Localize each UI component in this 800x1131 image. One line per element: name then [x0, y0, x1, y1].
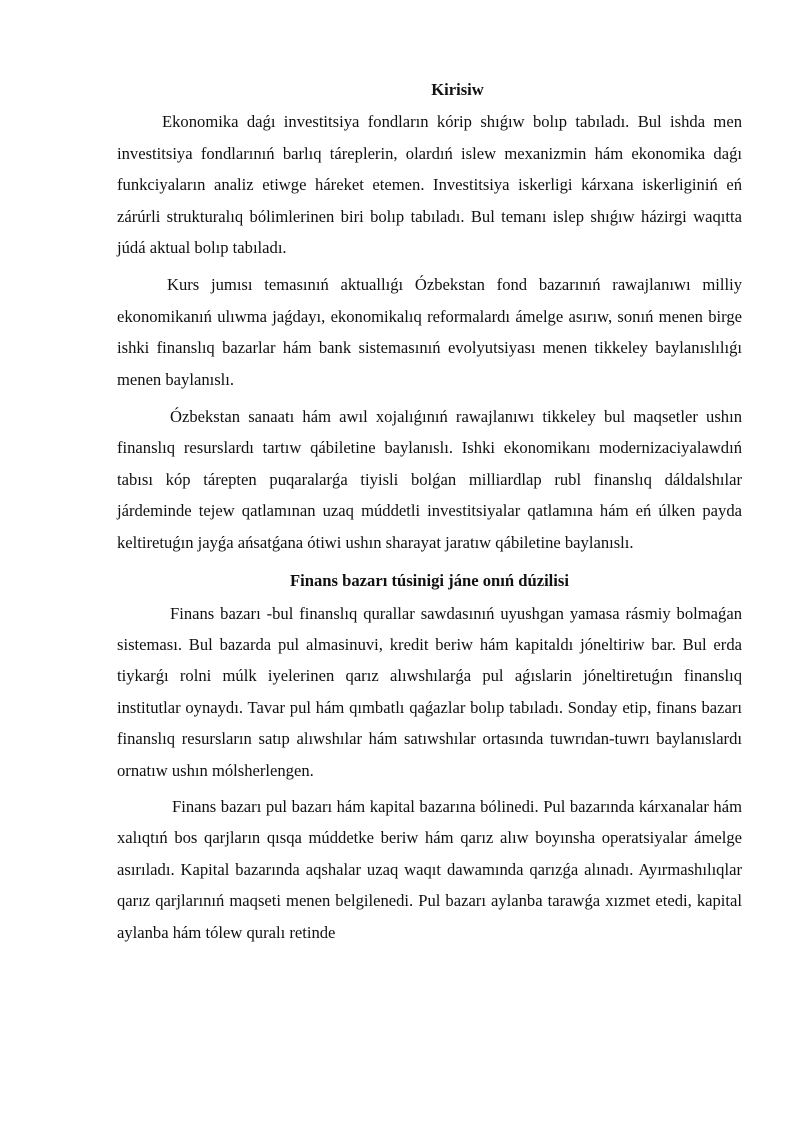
section-heading-kirisiw: Kirisiw: [431, 80, 484, 99]
paragraph: Finans bazarı -bul finanslıq qurallar sawdasınıń uyushgan yamasa rásmiy bolmaǵan sisteması. Bul bazarda pul almasinuvi, kredit beriw hám kapitaldı jóneltiriw bar. Bul erda tiykarǵı rolni múlk iyelerinen qarız alıwshılarǵa pul aǵıslarin jóneltiretuǵın finanslıq institutlar oynaydı. Tavar pul hám qımbatlı qaǵazlar bolıp tabıladı. Sonday etip, finans bazarı finanslıq resursların satıp alıwshılar hám satıwshılar ortasında tuwrıdan-tuwrı baylanıslardı ornatıw ushın mólsherlengen.: [117, 603, 742, 780]
paragraph: Ekonomika daǵı investitsiya fondların kórip shıǵıw bolıp tabıladı. Bul ishda men investitsiya fondlarınıń barlıq táreplerin, olardıń islew mexanizmin hám ekonomika daǵı funkciyaların analiz etiwge háreket etemen. Investitsiya iskerligi kárxana iskerliginiń eń zárúrli strukturalıq bólimlerinen biri bolıp tabıladı. Bul temanı islep shıǵıw házirgi waqıtta júdá aktual bolıp tabıladı.: [117, 112, 742, 258]
document-page: [117, 74, 742, 948]
section-heading-finans-bazari: Finans bazarı túsinigi jáne onıń dúzilisi: [290, 571, 569, 591]
paragraph: Ózbekstan sanaatı hám awıl xojalıǵınıń rawajlanıwı tikkeley bul maqsetler ushın finanslıq resurslardı tartıw qábiletine baylanıslı. Ishki ekonomikanı modernizaciyalawdıń tabısı kóp tárepten puqaralarǵa tiyisli bolǵan milliardlap rubl finanslıq dáldalshılar járdeminde tejew qatlamınan uzaq múddetli investitsiyalar qatlamına hám eń úlken payda keltiretuǵın jayǵa ańsatǵana ótiwi ushın sharayat jaratıw qábiletine baylanıslı.: [117, 407, 742, 552]
paragraph: Kurs jumısı temasınıń aktuallıǵı Ózbekstan fond bazarınıń rawajlanıwı milliy ekonomikanıń ulıwma jaǵdayı, ekonomikalıq reformalardı ámelge asırıw, sonıń menen birge ishki finanslıq bazarlar hám bank sistemasınıń evolyutsiyası menen tikkeley baylanıslılıǵı menen baylanıslı.: [117, 275, 742, 389]
paragraph: Finans bazarı pul bazarı hám kapital bazarına bólinedi. Pul bazarında kárxanalar hám xalıqtıń bos qarjların qısqa múddetke beriw hám qarız alıw boyınsha operatsiyalar ámelge asırıladı. Kapital bazarında aqshalar uzaq waqıt dawamında qarızǵa alınadı. Ayırmashılıqlar qarız qarjlarınıń maqseti menen belgilenedi. Pul bazarı aylanba tarawǵa xızmet etedi, kapital aylanba hám tólew quralı retinde: [117, 796, 742, 942]
